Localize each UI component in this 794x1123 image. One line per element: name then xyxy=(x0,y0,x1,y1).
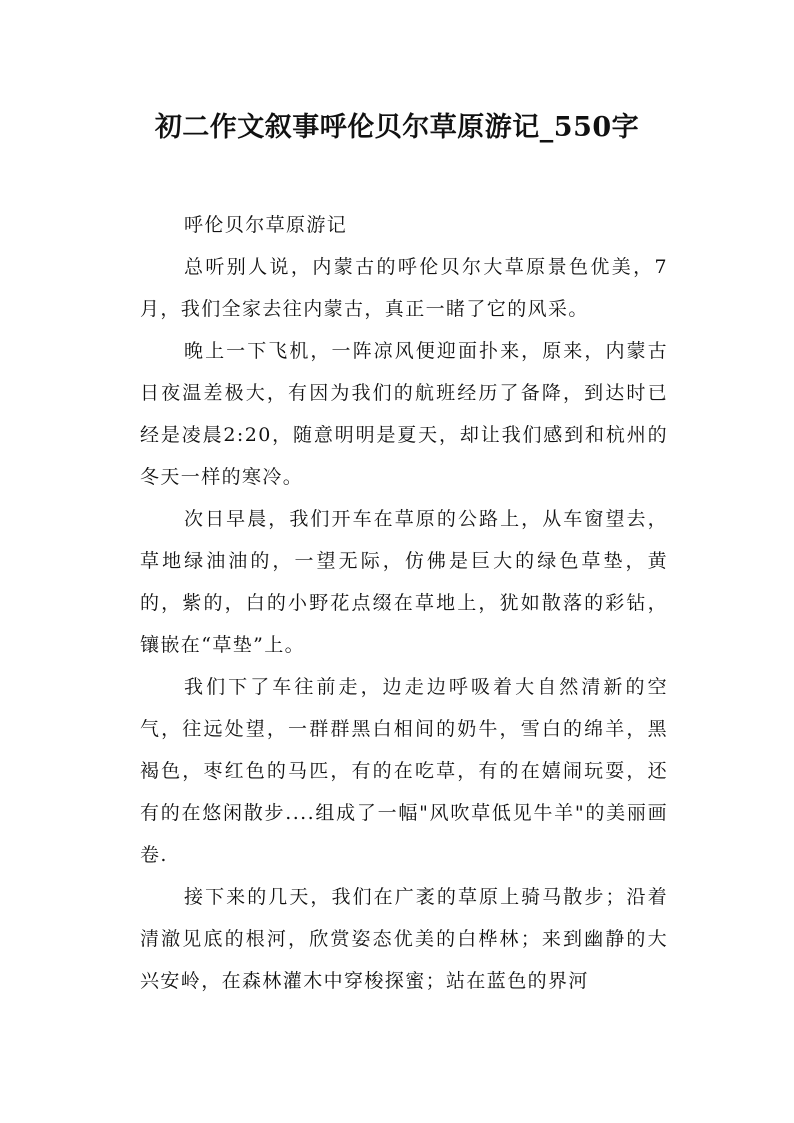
document-title: 初二作文叙事呼伦贝尔草原游记_550字 xyxy=(154,112,640,143)
paragraph-5: 接下来的几天，我们在广袤的草原上骑马散步；沿着清澈见底的根河，欣赏姿态优美的白桦林；来到幽静的大兴安岭，在森林灌木中穿梭探蜜；站在蓝色的界河 xyxy=(140,886,668,992)
paragraph-3: 次日早晨，我们开车在草原的公路上，从车窗望去，草地绿油油的，一望无际，仿佛是巨大的绿色草垫，黄的，紫的，白的小野花点缀在草地上，犹如散落的彩钻，镶嵌在“草垫”上。 xyxy=(140,508,668,656)
paragraph-4: 我们下了车往前走，边走边呼吸着大自然清新的空气，往远处望，一群群黑白相间的奶牛，雪白的绵羊，黑褐色，枣红色的马匹，有的在吃草，有的在嬉闹玩耍，还有的在悠闲散步....组成了一幅"风吹草低见牛羊"的美丽画卷. xyxy=(140,676,668,866)
essay-subtitle: 呼伦贝尔草原游记 xyxy=(184,214,348,236)
paragraph-1: 总听别人说，内蒙古的呼伦贝尔大草原景色优美，7月，我们全家去往内蒙古，真正一睹了它的风采。 xyxy=(140,256,668,320)
paragraph-2: 晚上一下飞机，一阵凉风便迎面扑来，原来，内蒙古日夜温差极大，有因为我们的航班经历了备降，到达时已经是凌晨2:20，随意明明是夏天，却让我们感到和杭州的冬天一样的寒冷。 xyxy=(140,340,668,488)
document-body xyxy=(140,204,668,1002)
